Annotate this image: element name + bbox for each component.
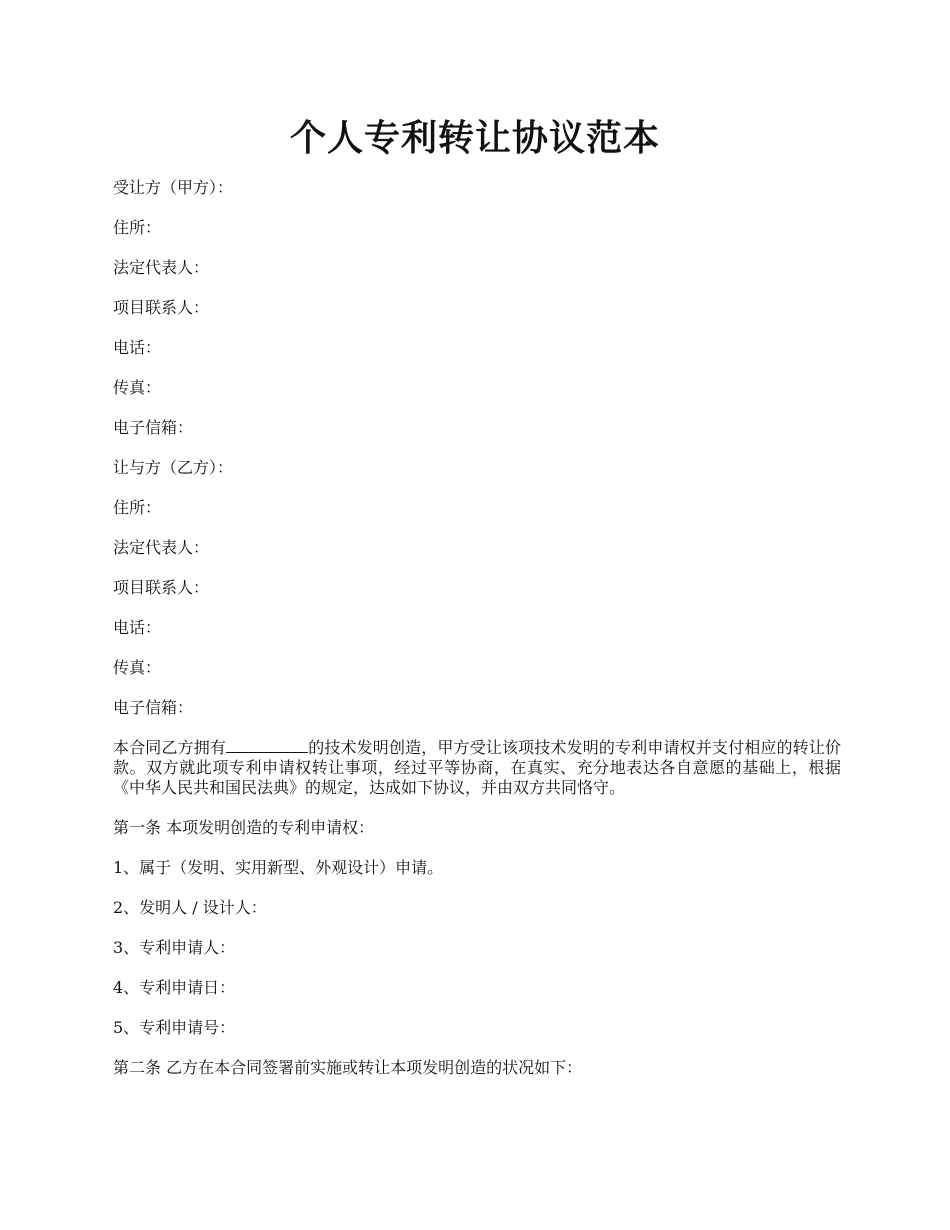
party-b-phone: 电话： xyxy=(113,618,162,637)
article-1-item: 4、专利申请日： xyxy=(113,978,236,997)
party-b-contact: 项目联系人： xyxy=(113,578,210,597)
party-b-heading: 让与方（乙方）： xyxy=(113,458,234,477)
fill-in-blank xyxy=(226,738,308,753)
article-1-heading: 第一条 本项发明创造的专利申请权： xyxy=(113,818,375,837)
intro-paragraph xyxy=(113,738,841,798)
party-a-legal-rep: 法定代表人： xyxy=(113,258,210,277)
party-a-phone: 电话： xyxy=(113,338,162,357)
party-a-contact: 项目联系人： xyxy=(113,298,210,317)
party-b-legal-rep: 法定代表人： xyxy=(113,538,210,557)
party-a-heading: 受让方（甲方）： xyxy=(113,178,234,197)
party-a-fax: 传真： xyxy=(113,378,162,397)
article-1-item: 1、属于（发明、实用新型、外观设计）申请。 xyxy=(113,858,444,877)
intro-text-start: 本合同乙方拥有 xyxy=(113,738,227,757)
article-2-heading: 第二条 乙方在本合同签署前实施或转让本项发明创造的状况如下： xyxy=(113,1058,583,1077)
article-1-item: 2、发明人 / 设计人： xyxy=(113,898,267,917)
intro-text-rest: 的技术发明创造，甲方受让该项技术发明的专利申请权并支付相应的转让价款。双方就此项专利申请权转让事项，经过平等协商，在真实、充分地表达各自意愿的基础上，根据《中华人民共和国民法典》的规定，达成如下协议，并由双方共同恪守。 xyxy=(113,738,841,797)
party-a-email: 电子信箱： xyxy=(113,418,194,437)
document-title: 个人专利转让协议范本 xyxy=(289,117,660,159)
article-1-item: 5、专利申请号： xyxy=(113,1018,236,1037)
party-b-address: 住所： xyxy=(113,498,162,517)
article-1-item: 3、专利申请人： xyxy=(113,938,236,957)
party-a-address: 住所： xyxy=(113,218,162,237)
party-b-email: 电子信箱： xyxy=(113,698,194,717)
party-b-fax: 传真： xyxy=(113,658,162,677)
document-body xyxy=(113,178,841,1098)
